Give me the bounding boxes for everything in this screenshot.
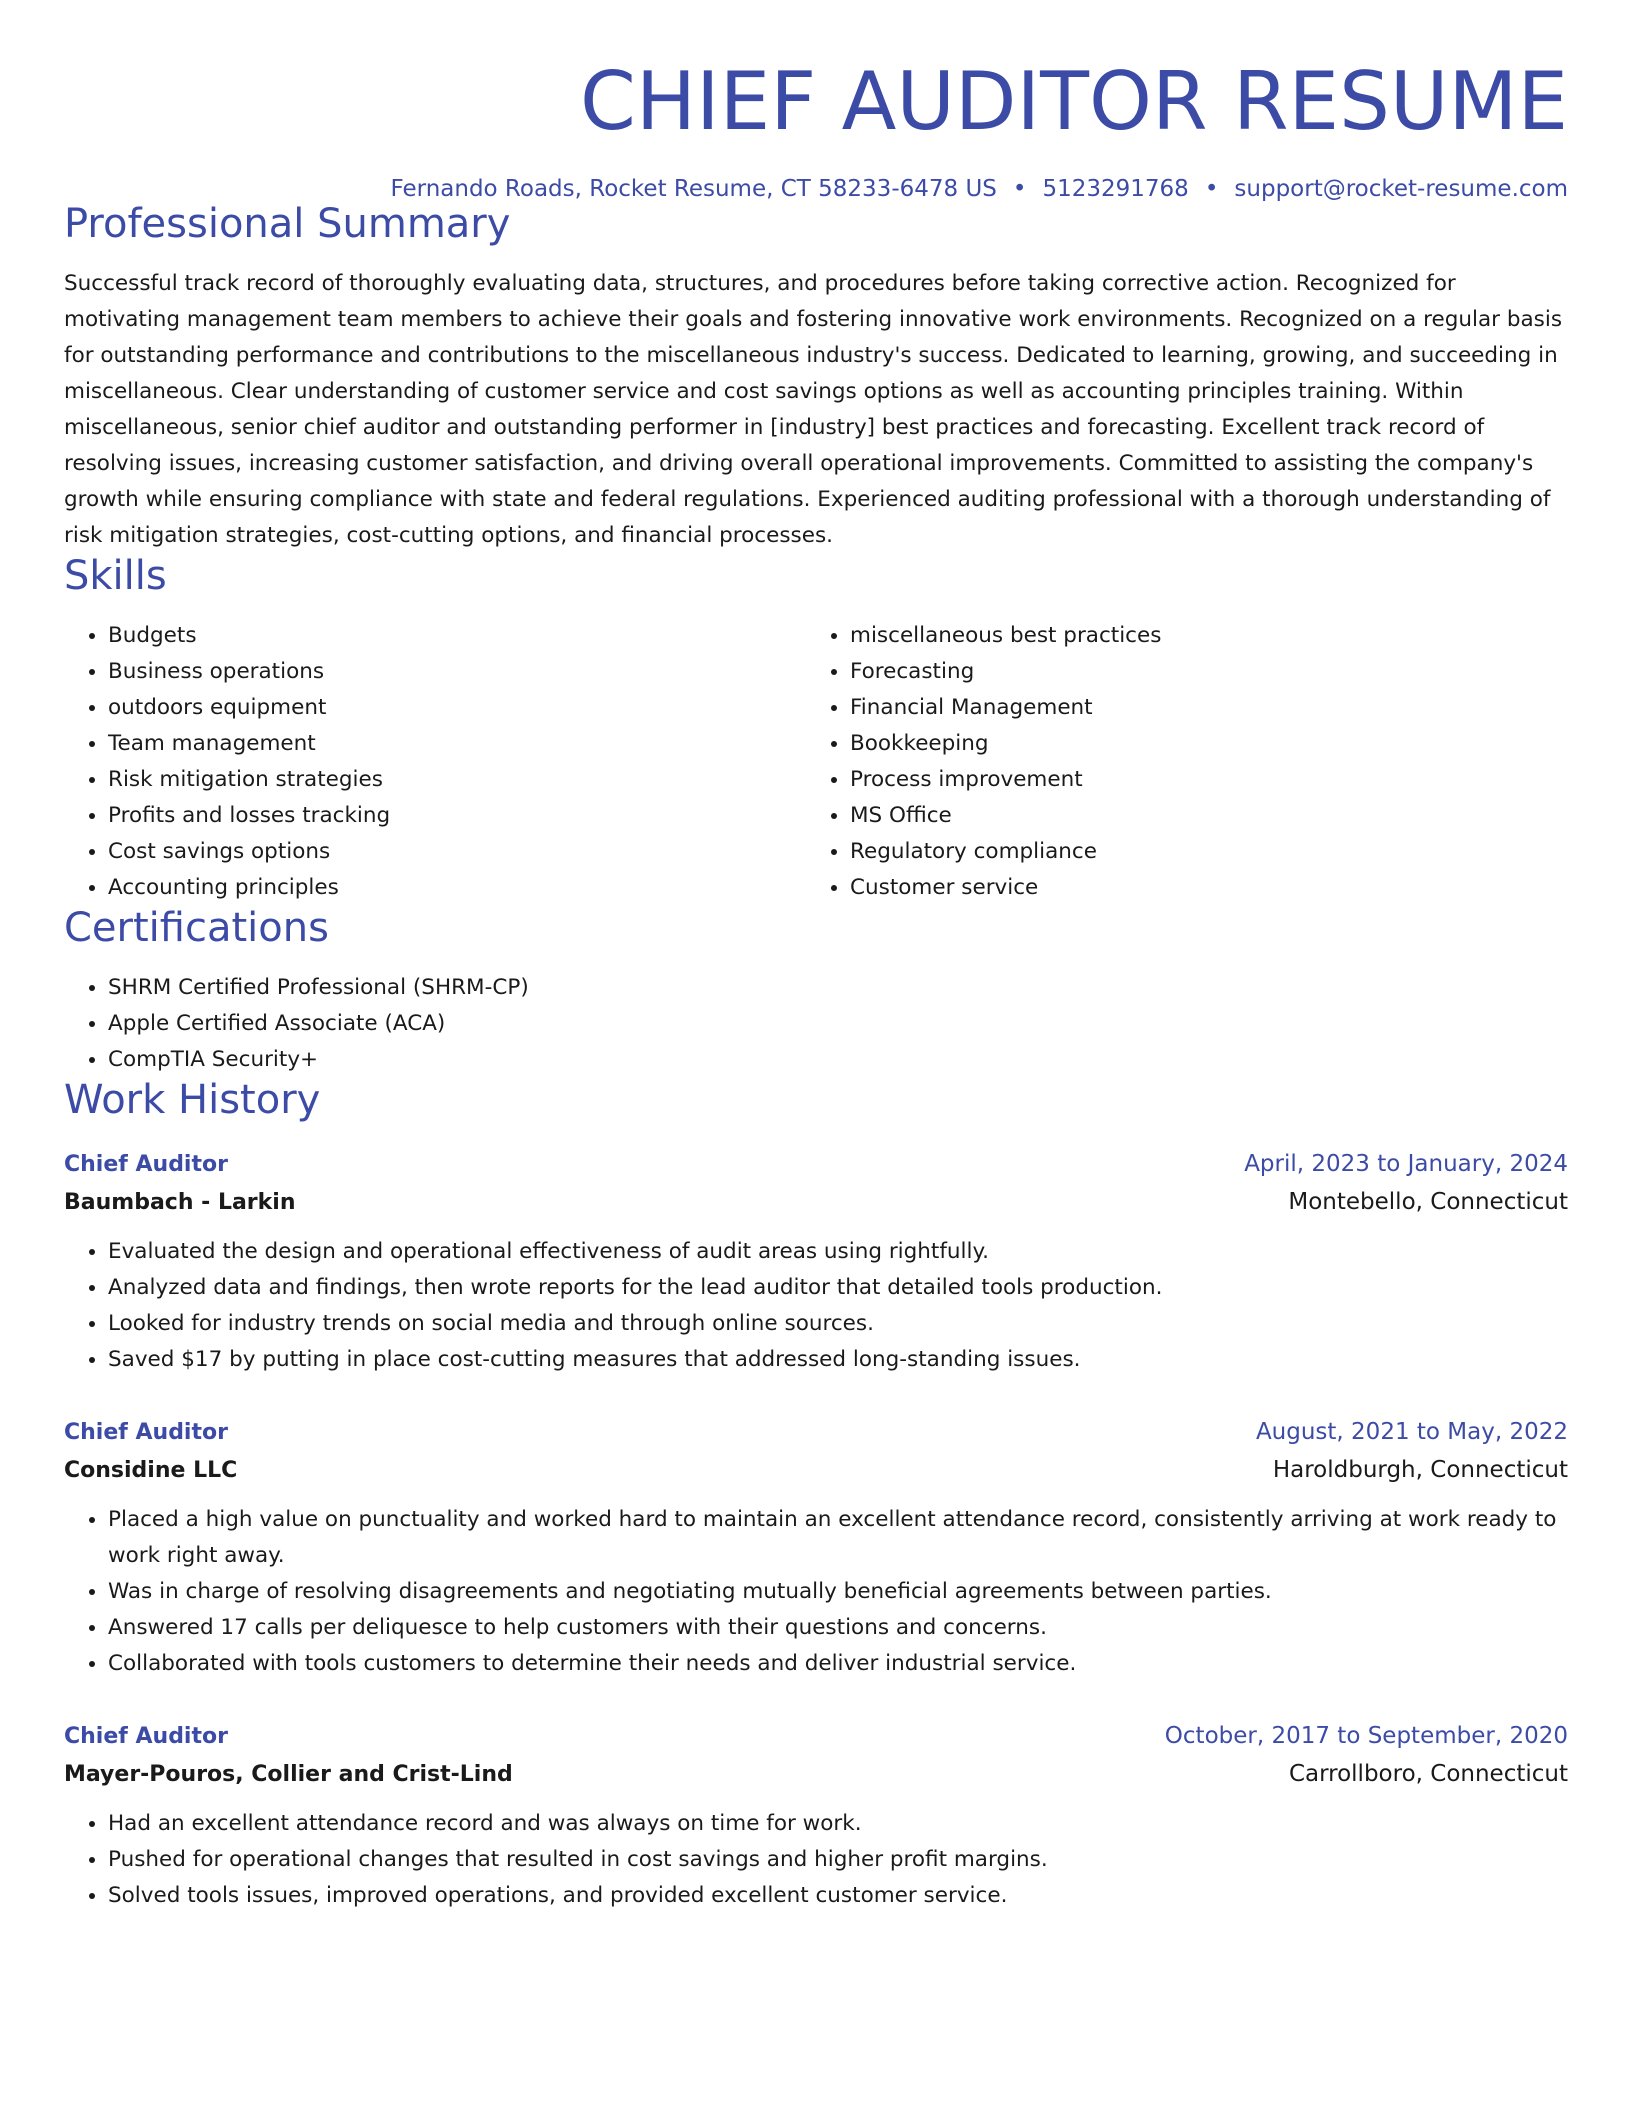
job-bullets [64, 1502, 1568, 1682]
resume-title: CHIEF AUDITOR RESUME [580, 55, 1568, 148]
job-role: Chief Auditor [64, 1724, 228, 1749]
skill-item: • Bookkeeping [850, 726, 1548, 762]
skill-item: • Forecasting [850, 654, 1548, 690]
job-bullet: • Analyzed data and findings, then wrote reports for the lead auditor that detailed tools production. [108, 1270, 1568, 1306]
job-bullet: • Saved $17 by putting in place cost-cutting measures that addressed long-standing issues. [108, 1342, 1568, 1378]
job-bullets [64, 1234, 1568, 1378]
contact-address: Fernando Roads, Rocket Resume, CT 58233-6478 US [390, 176, 997, 202]
job-bullet: • Collaborated with tools customers to determine their needs and deliver industrial service. [108, 1646, 1568, 1682]
skill-item: • MS Office [850, 798, 1548, 834]
job-bullet: • Solved tools issues, improved operations, and provided excellent customer service. [108, 1878, 1568, 1914]
contact-separator: • [1204, 176, 1219, 202]
job-location: Haroldburgh, Connecticut [1272, 1457, 1568, 1483]
resume-page [64, 0, 1568, 1914]
work-history-heading: Work History [64, 1077, 321, 1123]
summary-text: Successful track record of thoroughly evaluating data, structures, and procedures before taking corrective action. Recognized for motivating management team members to achieve their goals and fostering innovative work environments. Recognized on a regular basis for outstanding performance and contributions to the miscellaneous industry's success. Dedicated to learning, growing, and succeeding in miscellaneous. Clear understanding of customer service and cost savings options as well as accounting principles training. Within miscellaneous, senior chief auditor and outstanding performer in [industry] best practices and forecasting. Excellent track record of resolving issues, increasing customer satisfaction, and driving overall operational improvements. Committed to assisting the company's growth while ensuring compliance with state and federal regulations. Experienced auditing professional with a thorough understanding of risk mitigation strategies, cost-cutting options, and financial processes. [64, 271, 1563, 548]
job-header-row [64, 1146, 1568, 1183]
skill-item: • Customer service [850, 870, 1548, 906]
job-bullet: • Placed a high value on punctuality and worked hard to maintain an excellent attendance record, consistently arriving at work ready to work right away. [108, 1502, 1568, 1574]
summary-heading: Professional Summary [64, 201, 511, 247]
contact-line [64, 176, 1568, 202]
job-bullet: • Looked for industry trends on social media and through online sources. [108, 1306, 1568, 1342]
job-role: Chief Auditor [64, 1420, 228, 1445]
skills-list [64, 618, 1568, 906]
job-dates: August, 2021 to May, 2022 [1255, 1419, 1568, 1445]
job-bullet: • Evaluated the design and operational effectiveness of audit areas using rightfully. [108, 1234, 1568, 1270]
skill-item: • Financial Management [850, 690, 1548, 726]
job-header-row [64, 1718, 1568, 1755]
skill-item: • Cost savings options [108, 834, 806, 870]
job-role: Chief Auditor [64, 1152, 228, 1177]
job-company-row [64, 1755, 1568, 1794]
skill-item: • Accounting principles [108, 870, 806, 906]
skill-item: • Profits and losses tracking [108, 798, 806, 834]
job-company-row [64, 1451, 1568, 1490]
job-bullets [64, 1806, 1568, 1914]
certifications-heading: Certifications [64, 905, 329, 951]
job-entry [64, 1718, 1568, 1914]
certifications-list [64, 970, 1568, 1078]
job-dates: October, 2017 to September, 2020 [1164, 1723, 1568, 1749]
skills-heading: Skills [64, 553, 167, 599]
skill-item: • Team management [108, 726, 806, 762]
certification-item: • SHRM Certified Professional (SHRM-CP) [108, 970, 1568, 1006]
job-dates: April, 2023 to January, 2024 [1244, 1151, 1568, 1177]
job-location: Montebello, Connecticut [1288, 1189, 1568, 1215]
contact-phone: 5123291768 [1042, 176, 1189, 202]
job-header-row [64, 1414, 1568, 1451]
skill-item: • miscellaneous best practices [850, 618, 1548, 654]
certification-item: • Apple Certified Associate (ACA) [108, 1006, 1568, 1042]
skill-item: • Process improvement [850, 762, 1548, 798]
skill-item: • Business operations [108, 654, 806, 690]
skill-item: • outdoors equipment [108, 690, 806, 726]
job-entry [64, 1146, 1568, 1378]
job-location: Carrollboro, Connecticut [1288, 1761, 1568, 1787]
job-bullet: • Answered 17 calls per deliquesce to help customers with their questions and concerns. [108, 1610, 1568, 1646]
job-entry [64, 1414, 1568, 1682]
contact-separator: • [1012, 176, 1027, 202]
skill-item: • Budgets [108, 618, 806, 654]
certification-item: • CompTIA Security+ [108, 1042, 1568, 1078]
contact-email: support@rocket-resume.com [1234, 176, 1568, 202]
job-bullet: • Pushed for operational changes that resulted in cost savings and higher profit margins. [108, 1842, 1568, 1878]
skills-column-right [806, 618, 1548, 906]
skill-item: • Regulatory compliance [850, 834, 1548, 870]
skill-item: • Risk mitigation strategies [108, 762, 806, 798]
skills-column-left [64, 618, 806, 906]
job-bullet: • Had an excellent attendance record and was always on time for work. [108, 1806, 1568, 1842]
job-bullet: • Was in charge of resolving disagreements and negotiating mutually beneficial agreements between parties. [108, 1574, 1568, 1610]
job-company: Baumbach - Larkin [64, 1190, 296, 1215]
job-company: Mayer-Pouros, Collier and Crist-Lind [64, 1762, 513, 1787]
job-company: Considine LLC [64, 1458, 238, 1483]
job-company-row [64, 1183, 1568, 1222]
